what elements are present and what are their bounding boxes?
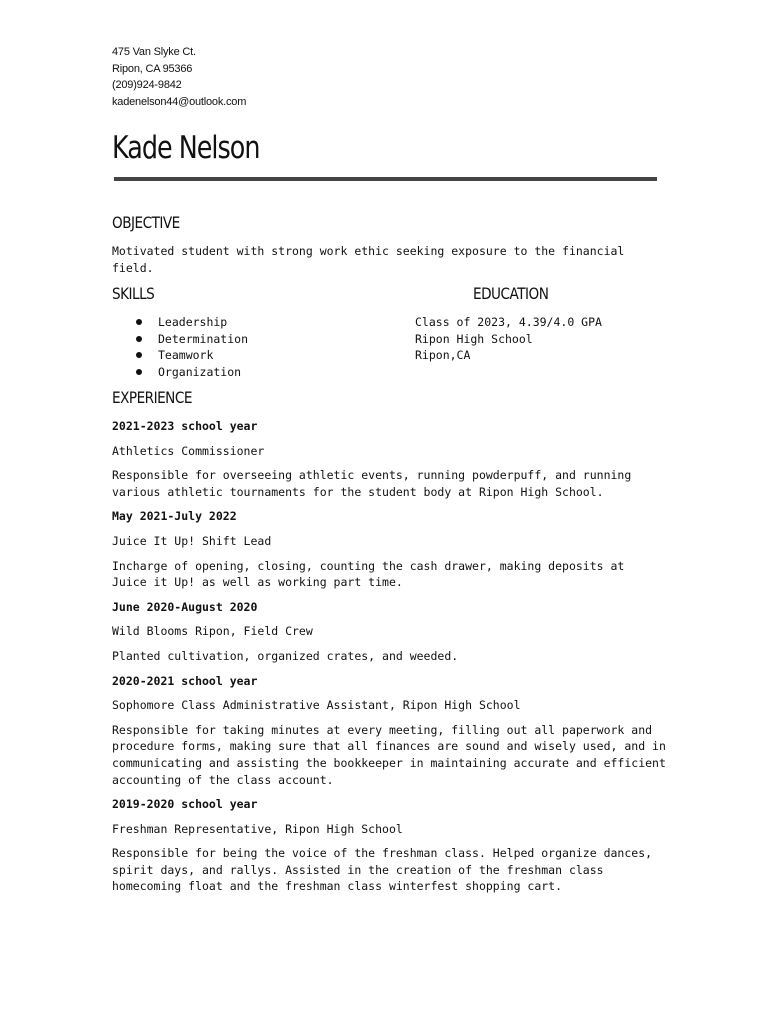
skill-label: Teamwork xyxy=(158,348,214,363)
experience-role: Freshman Representative, Ripon High School xyxy=(112,821,403,836)
education-line: Ripon High School xyxy=(415,331,533,346)
description-line: communicating and assisting the bookkeeper in maintaining accurate and efficient xyxy=(112,755,666,770)
education-line: Class of 2023, 4.39/4.0 GPA xyxy=(415,315,602,329)
description-line: procedure forms, making sure that all finances are sound and wisely used, and in xyxy=(112,739,666,754)
objective-text xyxy=(112,243,652,276)
description-line: spirit days, and rallys. Assisted in the creation of the freshman class xyxy=(112,862,604,877)
experience-description xyxy=(112,467,672,500)
experience-date: June 2020-August 2020 xyxy=(112,599,258,614)
bullet-icon xyxy=(136,336,142,342)
experience-description xyxy=(112,648,672,665)
education-block xyxy=(415,314,602,364)
skill-item xyxy=(134,331,248,348)
bullet-icon xyxy=(136,319,142,325)
experience-date: 2020-2021 school year xyxy=(112,673,258,688)
description-line: accounting of the class account. xyxy=(112,772,334,787)
description-line: Juice it Up! as well as working part time. xyxy=(112,575,403,590)
description-line: homecoming float and the freshman class winterfest shopping cart. xyxy=(112,879,563,894)
experience-description xyxy=(112,845,672,895)
bullet-icon xyxy=(136,352,142,358)
bullet-icon xyxy=(136,369,142,375)
skill-item xyxy=(134,314,248,331)
header-divider xyxy=(114,177,657,181)
experience-role: Athletics Commissioner xyxy=(112,443,265,458)
experience-role: Sophomore Class Administrative Assistant, Ripon High School xyxy=(112,698,521,713)
skills-heading: SKILLS xyxy=(112,284,155,303)
skill-label: Determination xyxy=(158,331,249,346)
experience-heading: EXPERIENCE xyxy=(112,388,192,407)
education-heading: EDUCATION xyxy=(473,284,549,303)
contact-phone: (209)924-9842 xyxy=(112,79,182,92)
experience-date: May 2021-July 2022 xyxy=(112,509,237,524)
education-line: Ripon,CA xyxy=(415,348,471,363)
skills-list xyxy=(134,314,248,380)
experience-entry xyxy=(112,508,672,590)
contact-city: Ripon, CA 95366 xyxy=(112,62,193,75)
skill-item xyxy=(134,347,248,364)
experience-entry xyxy=(112,796,672,895)
description-line: Planted cultivation, organized crates, and weeded. xyxy=(112,648,459,663)
experience-entry xyxy=(112,599,672,665)
experience-entry xyxy=(112,673,672,789)
skill-item xyxy=(134,364,248,381)
experience-entry xyxy=(112,418,672,500)
description-line: Responsible for taking minutes at every meeting, filling out all paperwork and xyxy=(112,722,653,737)
contact-email: kadenelson44@outlook.com xyxy=(112,96,247,109)
experience-description xyxy=(112,558,672,591)
objective-line: Motivated student with strong work ethic seeking exposure to the financial xyxy=(112,244,625,258)
experience-date: 2021-2023 school year xyxy=(112,419,258,433)
experience-role: Wild Blooms Ripon, Field Crew xyxy=(112,624,313,639)
experience-date: 2019-2020 school year xyxy=(112,797,258,812)
objective-heading: OBJECTIVE xyxy=(112,213,180,232)
contact-block xyxy=(112,44,246,111)
experience-list xyxy=(112,418,672,903)
objective-line: field. xyxy=(112,260,154,275)
description-line: Responsible for overseeing athletic events, running powderpuff, and running xyxy=(112,468,632,483)
experience-description xyxy=(112,722,672,788)
skill-label: Leadership xyxy=(158,315,228,329)
description-line: Incharge of opening, closing, counting the cash drawer, making deposits at xyxy=(112,558,625,573)
candidate-name: Kade Nelson xyxy=(112,130,260,166)
description-line: various athletic tournaments for the student body at Ripon High School. xyxy=(112,484,604,499)
experience-role: Juice It Up! Shift Lead xyxy=(112,533,272,548)
description-line: Responsible for being the voice of the freshman class. Helped organize dances, xyxy=(112,846,653,861)
skill-label: Organization xyxy=(158,364,242,379)
contact-address: 475 Van Slyke Ct. xyxy=(112,46,196,58)
